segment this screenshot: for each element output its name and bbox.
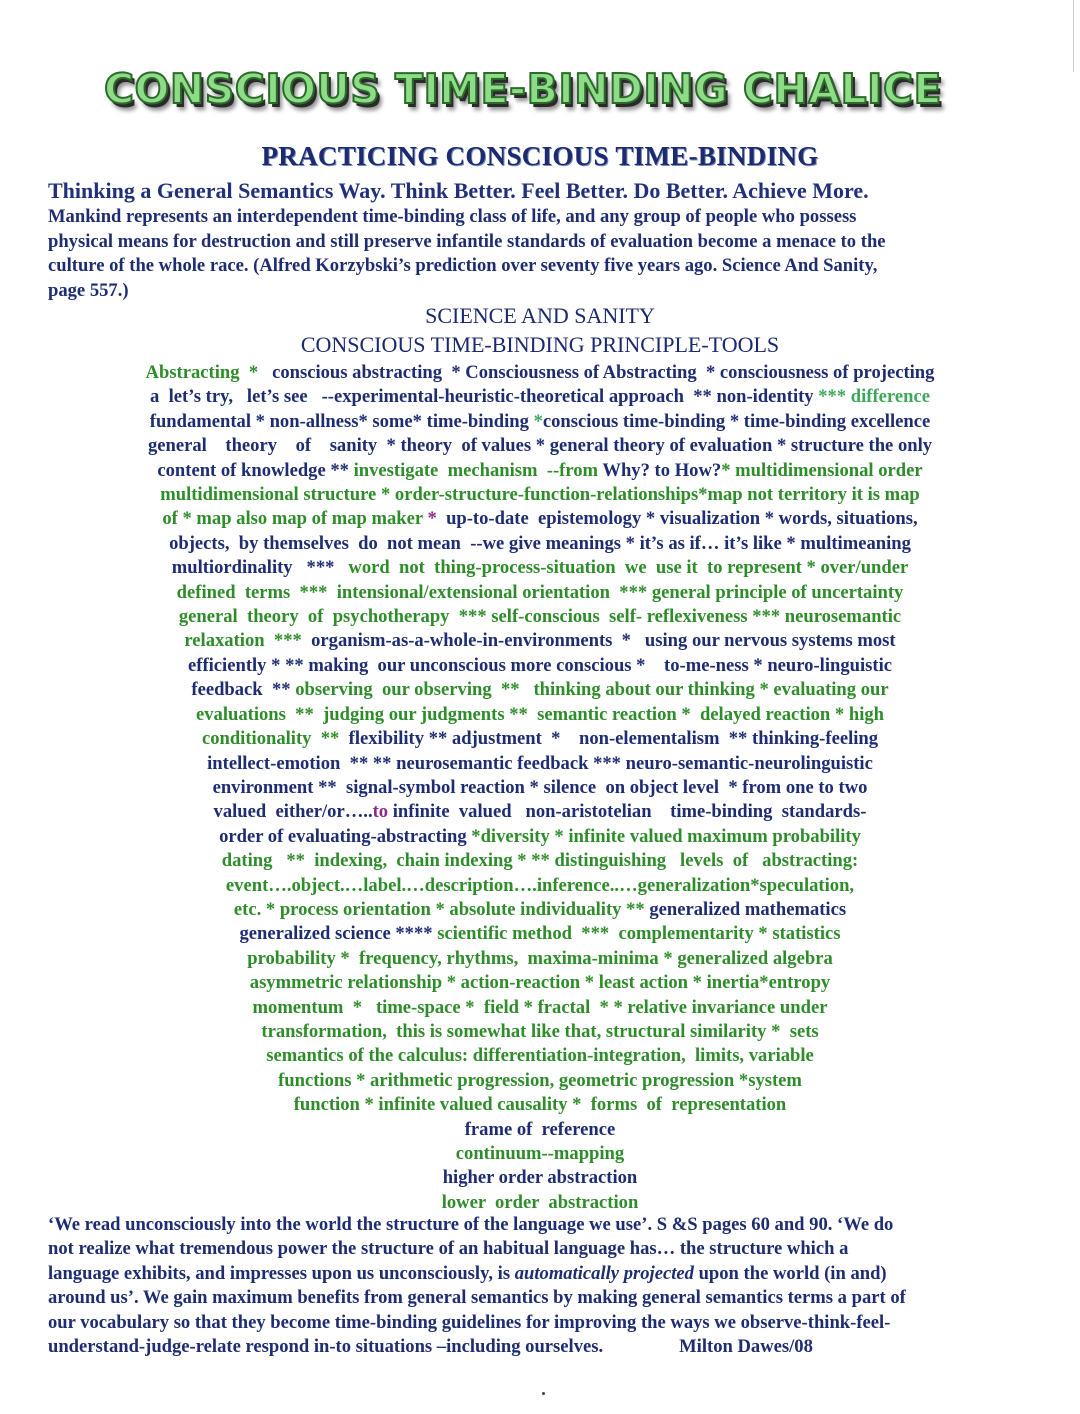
tool-line (0, 874, 1080, 898)
tool-line (0, 971, 1080, 995)
intro-line: culture of the whole race. (Alfred Korzybski’s prediction over seventy five years ago. Science And Sanity, (48, 255, 878, 276)
section-heading-science-and-sanity: SCIENCE AND SANITY (425, 303, 655, 328)
tool-term: valued either/or….. (213, 801, 373, 823)
tool-term: environment ** (212, 776, 346, 798)
tool-term: etc. * process orientation * absolute individuality ** (233, 898, 650, 920)
tool-line (0, 1191, 1080, 1215)
intro-line: physical means for destruction and still preserve infantile standards of evaluation become a menace to the (48, 230, 886, 252)
closing-line (48, 1262, 1038, 1286)
tool-line (0, 1118, 1080, 1142)
tool-term: function * infinite valued causality * forms of representation (293, 1094, 787, 1116)
tool-line (0, 654, 1080, 678)
tool-line (0, 556, 1080, 580)
tool-term: * multidimensional order (721, 459, 923, 481)
banner-title: CONSCIOUS TIME-BINDING CHALICE (103, 65, 943, 113)
closing-line (48, 1335, 1038, 1359)
tool-line (0, 507, 1080, 531)
tool-line (0, 581, 1080, 605)
tool-line (0, 922, 1080, 946)
tool-term: to (372, 801, 389, 823)
tool-line (0, 483, 1080, 507)
tool-term: organism-as-a-whole-in-environments * using our nervous systems most (311, 630, 896, 652)
page-edge-divider (1073, 0, 1080, 72)
tool-term: efficiently * ** (188, 654, 309, 676)
tool-line (0, 1142, 1080, 1166)
tool-term: evaluations ** judging our judgments ** semantic reaction * delayed reaction * high (196, 703, 884, 725)
principle-tools-chalice (0, 361, 1080, 1215)
tool-term: conscious abstracting * Consciousness of Abstracting * consciousness of projecting (272, 362, 935, 383)
tool-line (0, 996, 1080, 1020)
tool-term: investigate mechanism --from (353, 459, 603, 481)
closing-text: upon the world (in and) (693, 1262, 887, 1284)
tool-line (0, 1044, 1080, 1068)
tool-term: higher order abstraction (442, 1167, 638, 1189)
tool-term: semantics of the calculus: differentiation-integration, limits, variable (266, 1045, 814, 1067)
intro-line: page 557.) (48, 279, 129, 301)
tool-term: scientific method *** complementarity * statistics (437, 923, 841, 945)
tool-term: transformation, this is somewhat like that, structural similarity * sets (261, 1020, 819, 1042)
closing-paragraph (48, 1213, 1038, 1359)
tool-term: functions * arithmetic progression, geometric progression *system (278, 1069, 802, 1091)
tool-line (0, 727, 1080, 751)
closing-line: ‘We read unconsciously into the world the structure of the language we use’. S &S pages 60 and 90. ‘We do (48, 1214, 894, 1235)
tool-line (0, 776, 1080, 800)
tool-line (0, 532, 1080, 556)
tool-line (0, 1069, 1080, 1093)
tool-term: intellect-emotion ** ** neurosemantic feedback *** neuro-semantic-neurolinguistic (207, 752, 873, 774)
tool-term: of * map also map of map maker (162, 508, 428, 530)
author-signature: Milton Dawes/08 (679, 1336, 813, 1358)
tool-term: making our unconscious more conscious * to-me-ness * neuro-linguistic (308, 654, 892, 676)
closing-line: around us’. We gain maximum benefits from general semantics by making general semantics terms a part of (48, 1287, 906, 1309)
tool-line (0, 800, 1080, 824)
tool-term: *diversity * infinite valued maximum probability (471, 825, 861, 847)
tool-term: continuum--mapping (455, 1143, 625, 1164)
tool-term: multidimensional structure * order-structure-function-relationships*map not territory it is map (160, 484, 920, 506)
tool-term: multiordinality *** (171, 557, 349, 579)
tool-line (0, 703, 1080, 727)
tool-term: a let’s try, let’s see --experimental-heuristic-theoretical approach ** non-identity (150, 386, 819, 408)
tool-term: momentum * time-space * field * fractal * * relative invariance under (252, 996, 828, 1018)
section-heading-principle-tools: CONSCIOUS TIME-BINDING PRINCIPLE-TOOLS (300, 332, 780, 357)
tool-line (0, 849, 1080, 873)
tool-term: Abstracting * (145, 362, 273, 383)
tool-line (0, 361, 1080, 385)
tool-term: conscious time-binding * time-binding excellence (542, 410, 931, 432)
tool-line (0, 410, 1080, 434)
tool-term: generalized mathematics (649, 898, 847, 920)
tool-line (0, 898, 1080, 922)
tool-line (0, 629, 1080, 653)
tool-term: * (427, 508, 437, 530)
tool-term: relaxation *** (184, 630, 312, 652)
intro-line: Mankind represents an interdependent time-binding class of life, and any group of people who possess (48, 206, 857, 227)
document-subtitle: PRACTICING CONSCIOUS TIME-BINDING (261, 141, 819, 171)
tool-line (0, 678, 1080, 702)
tool-term: objects, by themselves do not mean --we give meanings * it’s as if… it’s like * multimeaning (169, 532, 911, 554)
tool-line (0, 1093, 1080, 1117)
tool-term: flexibility ** adjustment * non-elementalism ** thinking-feeling (348, 728, 879, 750)
tool-term: infinite valued non-aristotelian time-binding standards- (388, 801, 867, 823)
tool-term: *** difference (818, 386, 930, 408)
tool-term: signal-symbol reaction * silence on object level * from one to two (346, 776, 868, 798)
tool-term: feedback ** (191, 679, 296, 701)
tool-line (0, 825, 1080, 849)
tool-term: * (533, 410, 543, 432)
closing-line: our vocabulary so that they become time-binding guidelines for improving the ways we observe-think-feel- (48, 1311, 891, 1333)
tool-term: probability * frequency, rhythms, maxima-minima * generalized algebra (247, 947, 833, 969)
tool-term: defined terms *** intensional/extensional orientation *** general principle of uncertainty (176, 581, 904, 603)
tool-term: lower order abstraction (441, 1191, 639, 1213)
closing-text: language exhibits, and impresses upon us unconsciously, is (48, 1262, 515, 1284)
tool-term: observing our observing ** thinking about our thinking * evaluating our (295, 679, 889, 701)
tool-line (0, 752, 1080, 776)
tool-line (0, 605, 1080, 629)
tool-line (0, 459, 1080, 483)
closing-text: understand-judge-relate respond in-to situations –including ourselves. (48, 1336, 604, 1358)
tool-line (0, 434, 1080, 458)
tool-term: dating ** indexing, chain indexing * ** distinguishing levels of abstracting: (221, 850, 859, 872)
tool-term: generalized science **** (239, 923, 438, 945)
tool-term: general theory of psychotherapy *** self-conscious self- reflexiveness *** neurosemantic (178, 606, 902, 628)
tool-line (0, 1166, 1080, 1190)
tool-term: content of knowledge ** (157, 459, 354, 481)
tool-term: frame of reference (464, 1118, 616, 1140)
tool-term: event….object.…label.…description….inference..…generalization*speculation, (225, 874, 855, 896)
intro-paragraph (48, 205, 1028, 303)
tool-line (0, 385, 1080, 409)
tool-term: up-to-date epistemology * visualization * words, situations, (436, 508, 918, 530)
tool-term: Why? to How? (602, 459, 722, 481)
tool-term: word not thing-process-situation we use it to represent * over/under (348, 557, 909, 579)
tool-term: order of evaluating-abstracting (219, 825, 472, 847)
page-dot (542, 1392, 545, 1395)
tool-term: general theory of sanity * theory of values * general theory of evaluation * structure the only (147, 435, 933, 457)
tagline: Thinking a General Semantics Way. Think Better. Feel Better. Do Better. Achieve More. (48, 178, 869, 203)
closing-line: not realize what tremendous power the structure of an habitual language has… the structure which a (48, 1238, 849, 1260)
tool-term: asymmetric relationship * action-reaction * least action * inertia*entropy (249, 972, 831, 994)
tool-term: fundamental * non-allness* some* time-binding (149, 410, 534, 432)
tool-line (0, 947, 1080, 971)
tool-term: conditionality ** (201, 728, 349, 750)
tool-line (0, 1020, 1080, 1044)
closing-emphasis: automatically projected (514, 1262, 694, 1284)
